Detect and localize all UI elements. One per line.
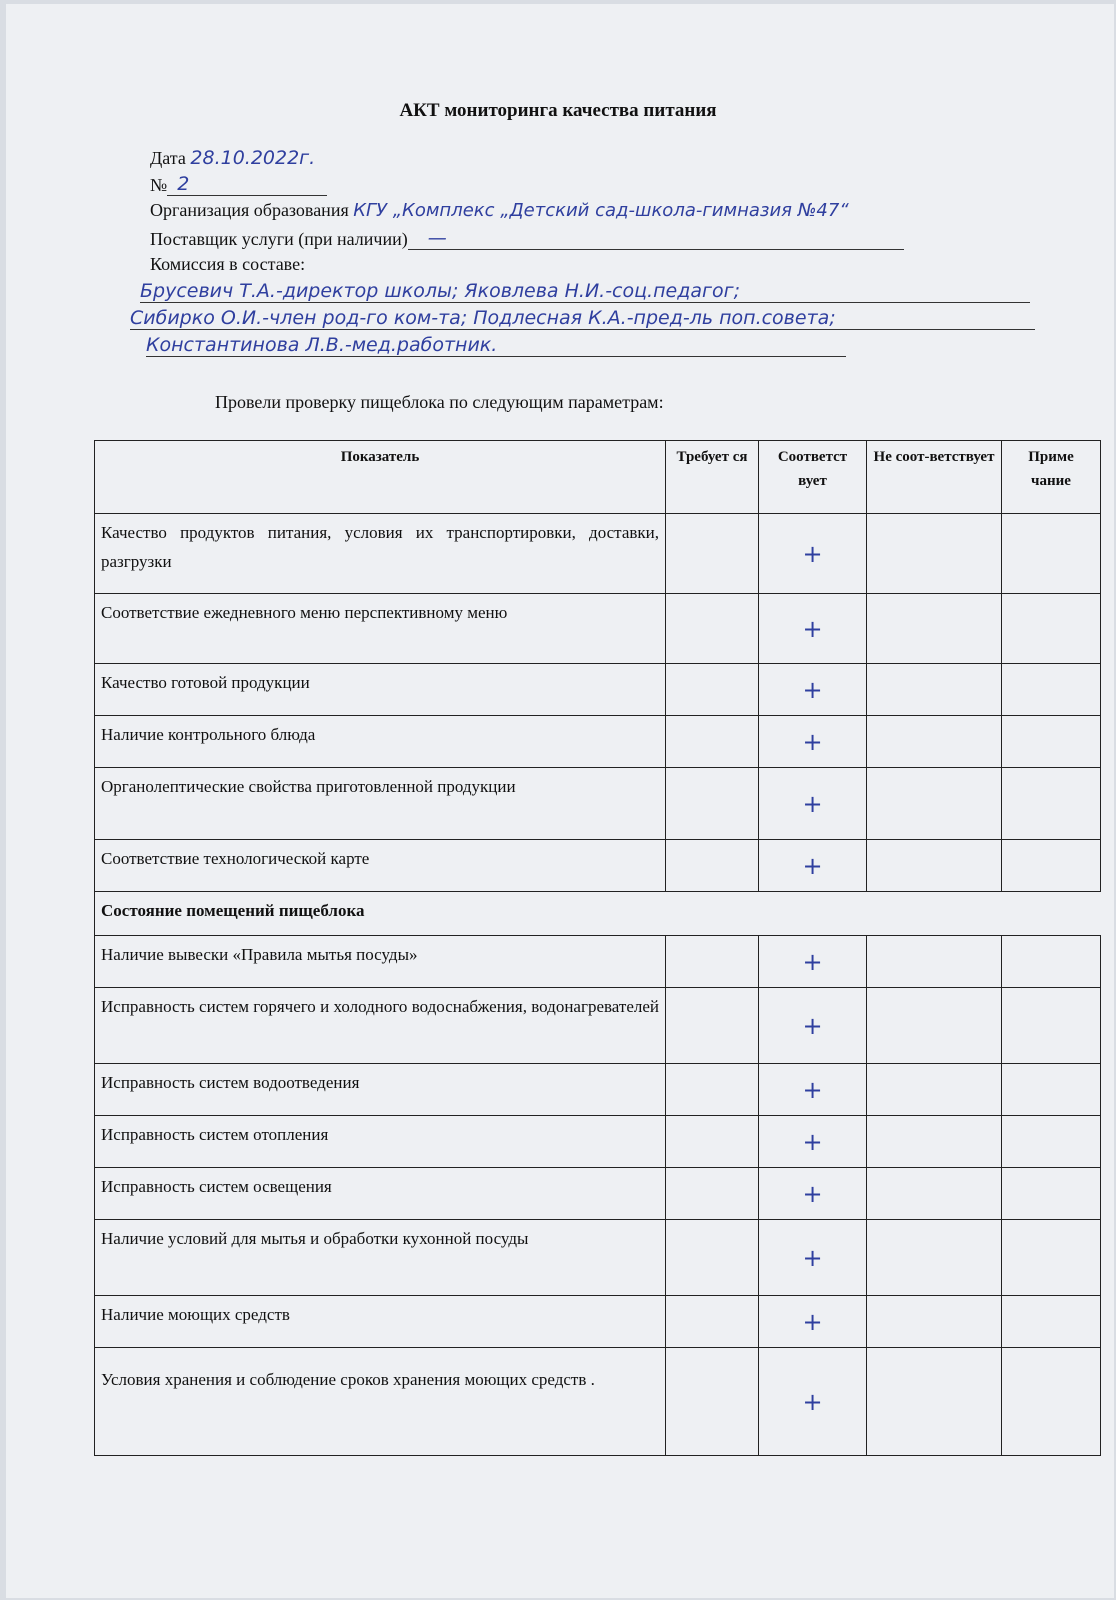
not-complies-cell xyxy=(867,1064,1002,1116)
not-complies-cell xyxy=(867,1168,1002,1220)
required-cell xyxy=(666,1116,759,1168)
table-row xyxy=(95,768,1101,840)
note-cell xyxy=(1002,716,1101,768)
required-cell xyxy=(666,768,759,840)
complies-mark: + xyxy=(759,1116,867,1168)
required-cell xyxy=(666,514,759,594)
complies-mark: + xyxy=(759,936,867,988)
note-cell xyxy=(1002,1064,1101,1116)
table-row xyxy=(95,936,1101,988)
commission-line-2: Сибирко О.И.-член род-го ком-та; Подлесная К.А.-пред-ль поп.совета; xyxy=(130,307,1035,330)
complies-mark: + xyxy=(759,716,867,768)
row-label: Качество продуктов питания, условия их транспортировки, доставки, разгрузки xyxy=(95,514,666,594)
table-row xyxy=(95,1168,1101,1220)
section-header-row xyxy=(95,892,1101,936)
date-label: Дата xyxy=(150,148,186,168)
required-cell xyxy=(666,716,759,768)
table-row xyxy=(95,1296,1101,1348)
note-cell xyxy=(1002,514,1101,594)
row-label: Наличие моющих средств xyxy=(95,1296,666,1348)
complies-mark: + xyxy=(759,664,867,716)
complies-mark: + xyxy=(759,1296,867,1348)
complies-mark: + xyxy=(759,1348,867,1456)
not-complies-cell xyxy=(867,768,1002,840)
col-complies: Соответст вует xyxy=(759,441,867,514)
required-cell xyxy=(666,988,759,1064)
date-line xyxy=(150,147,315,169)
note-cell xyxy=(1002,840,1101,892)
note-cell xyxy=(1002,1296,1101,1348)
table-row xyxy=(95,1220,1101,1296)
commission-line-3: Константинова Л.В.-мед.работник. xyxy=(146,334,846,357)
required-cell xyxy=(666,1168,759,1220)
not-complies-cell xyxy=(867,840,1002,892)
table-row xyxy=(95,664,1101,716)
row-label: Исправность систем горячего и холодного водоснабжения, водонагревателей xyxy=(95,988,666,1064)
required-cell xyxy=(666,840,759,892)
supplier-label: Поставщик услуги (при наличии) xyxy=(150,229,408,249)
row-label: Наличие контрольного блюда xyxy=(95,716,666,768)
required-cell xyxy=(666,936,759,988)
note-cell xyxy=(1002,1116,1101,1168)
required-cell xyxy=(666,1064,759,1116)
inspection-table xyxy=(94,440,1101,1456)
required-cell xyxy=(666,1348,759,1456)
table-row xyxy=(95,1064,1101,1116)
row-label: Органолептические свойства приготовленной продукции xyxy=(95,768,666,840)
not-complies-cell xyxy=(867,988,1002,1064)
row-label: Исправность систем водоотведения xyxy=(95,1064,666,1116)
supplier-line xyxy=(150,227,904,250)
org-line xyxy=(150,200,849,221)
row-label: Исправность систем отопления xyxy=(95,1116,666,1168)
table-row xyxy=(95,514,1101,594)
not-complies-cell xyxy=(867,1348,1002,1456)
complies-mark: + xyxy=(759,1168,867,1220)
complies-mark: + xyxy=(759,514,867,594)
org-label: Организация образования xyxy=(150,200,349,220)
table-row xyxy=(95,594,1101,664)
document-title: АКТ мониторинга качества питания xyxy=(399,100,717,121)
number-value: 2 xyxy=(177,173,190,195)
col-indicator: Показатель xyxy=(95,441,666,514)
note-cell xyxy=(1002,988,1101,1064)
complies-mark: + xyxy=(759,1220,867,1296)
complies-mark: + xyxy=(759,840,867,892)
note-cell xyxy=(1002,594,1101,664)
required-cell xyxy=(666,594,759,664)
row-label: Исправность систем освещения xyxy=(95,1168,666,1220)
table-row xyxy=(95,988,1101,1064)
number-label: № xyxy=(150,175,168,195)
row-label: Условия хранения и соблюдение сроков хранения моющих средств . xyxy=(95,1348,666,1456)
complies-mark: + xyxy=(759,594,867,664)
not-complies-cell xyxy=(867,514,1002,594)
col-required: Требует ся xyxy=(666,441,759,514)
table-header-row xyxy=(95,441,1101,514)
commission-line-1: Брусевич Т.А.-директор школы; Яковлева Н.И.-соц.педагог; xyxy=(140,280,1030,303)
note-cell xyxy=(1002,1168,1101,1220)
date-value: 28.10.2022г. xyxy=(190,147,316,169)
note-cell xyxy=(1002,1220,1101,1296)
row-label: Наличие вывески «Правила мытья посуды» xyxy=(95,936,666,988)
not-complies-cell xyxy=(867,594,1002,664)
section-title: Состояние помещений пищеблока xyxy=(95,892,1101,936)
not-complies-cell xyxy=(867,936,1002,988)
complies-mark: + xyxy=(759,768,867,840)
note-cell xyxy=(1002,1348,1101,1456)
required-cell xyxy=(666,1296,759,1348)
table-row xyxy=(95,716,1101,768)
row-label: Качество готовой продукции xyxy=(95,664,666,716)
note-cell xyxy=(1002,664,1101,716)
required-cell xyxy=(666,664,759,716)
col-not-complies: Не соот-ветствует xyxy=(867,441,1002,514)
not-complies-cell xyxy=(867,664,1002,716)
not-complies-cell xyxy=(867,1116,1002,1168)
table-row xyxy=(95,840,1101,892)
row-label: Соответствие ежедневного меню перспективному меню xyxy=(95,594,666,664)
intro-text: Провели проверку пищеблока по следующим параметрам: xyxy=(215,392,664,412)
row-label: Наличие условий для мытья и обработки кухонной посуды xyxy=(95,1220,666,1296)
supplier-value: — xyxy=(427,227,447,249)
number-line xyxy=(150,173,327,196)
not-complies-cell xyxy=(867,1296,1002,1348)
org-value: КГУ „Комплекс „Детский сад-школа-гимназия №47“ xyxy=(353,200,849,221)
not-complies-cell xyxy=(867,1220,1002,1296)
row-label: Соответствие технологической карте xyxy=(95,840,666,892)
commission-label: Комиссия в составе: xyxy=(150,254,306,274)
required-cell xyxy=(666,1220,759,1296)
complies-mark: + xyxy=(759,1064,867,1116)
table-row xyxy=(95,1116,1101,1168)
col-note: Приме чание xyxy=(1002,441,1101,514)
note-cell xyxy=(1002,768,1101,840)
not-complies-cell xyxy=(867,716,1002,768)
note-cell xyxy=(1002,936,1101,988)
complies-mark: + xyxy=(759,988,867,1064)
table-row xyxy=(95,1348,1101,1456)
